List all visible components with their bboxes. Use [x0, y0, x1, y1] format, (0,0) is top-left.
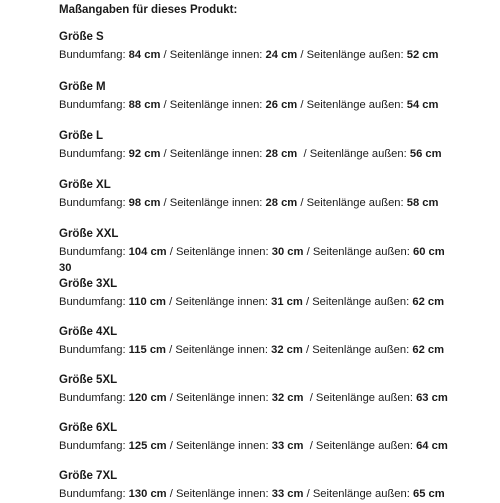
- size-measurements: [59, 46, 495, 64]
- outer-length-value: 56 cm: [409, 148, 442, 160]
- separator: /: [166, 246, 176, 258]
- outer-length-label: Seitenlänge außen:: [312, 344, 413, 356]
- waist-label: Bundumfang:: [59, 392, 129, 404]
- inner-length-label: Seitenlänge innen:: [175, 296, 272, 308]
- outer-length-label: Seitenlänge außen:: [306, 197, 407, 209]
- outer-length-value: 52 cm: [406, 49, 439, 61]
- separator: /: [166, 344, 176, 356]
- size-measurements: [59, 293, 495, 311]
- inner-length-label: Seitenlänge innen:: [175, 344, 272, 356]
- separator: /: [303, 246, 313, 258]
- waist-value: 115 cm: [128, 344, 166, 356]
- size-entry: [59, 28, 495, 64]
- size-name: Größe M: [59, 81, 106, 93]
- separator: /: [166, 440, 176, 452]
- waist-value: 120 cm: [128, 392, 167, 404]
- size-measurements: [59, 437, 495, 455]
- waist-value: 130 cm: [128, 488, 167, 500]
- outer-length-value: 58 cm: [406, 197, 439, 209]
- outer-length-label: Seitenlänge außen:: [309, 148, 410, 160]
- size-entry: [59, 275, 495, 311]
- size-name: Größe S: [59, 31, 104, 43]
- inner-length-value: 33 cm: [271, 440, 307, 452]
- inner-length-label: Seitenlänge innen:: [169, 148, 266, 160]
- outer-length-value: 63 cm: [416, 392, 448, 404]
- separator: /: [160, 197, 170, 209]
- separator: /: [306, 392, 316, 404]
- inner-length-value: 28 cm: [265, 148, 301, 160]
- size-measurements: [59, 243, 495, 261]
- inner-length-label: Seitenlänge innen:: [169, 99, 266, 111]
- size-entry: [59, 78, 495, 114]
- size-name: Größe 3XL: [59, 278, 118, 290]
- size-entry: [59, 467, 495, 503]
- waist-value: 98 cm: [128, 197, 161, 209]
- outer-length-value: 62 cm: [412, 296, 445, 308]
- separator: /: [303, 488, 313, 500]
- separator: /: [306, 440, 316, 452]
- size-measurements: [59, 145, 495, 163]
- separator: /: [160, 49, 170, 61]
- outer-length-value: 65 cm: [412, 488, 445, 500]
- inner-length-value: 30 cm: [271, 246, 304, 258]
- inner-length-value: 33 cm: [271, 488, 304, 500]
- waist-value: 88 cm: [128, 99, 161, 111]
- separator: /: [166, 392, 176, 404]
- separator: /: [302, 344, 313, 356]
- size-name: Größe 5XL: [59, 374, 118, 386]
- outer-length-label: Seitenlänge außen:: [312, 488, 413, 500]
- inner-length-label: Seitenlänge innen:: [169, 197, 266, 209]
- size-name: Größe 4XL: [59, 326, 118, 338]
- waist-value: 110 cm: [128, 296, 166, 308]
- inner-length-value: 28 cm: [265, 197, 298, 209]
- outer-length-label: Seitenlänge außen:: [312, 296, 413, 308]
- outer-length-label: Seitenlänge außen:: [312, 246, 413, 258]
- size-entry: [59, 225, 495, 275]
- wrapped-value: 30: [59, 262, 72, 274]
- inner-length-value: 26 cm: [265, 99, 298, 111]
- inner-length-label: Seitenlänge innen:: [169, 49, 266, 61]
- separator: /: [302, 296, 313, 308]
- size-entry: [59, 176, 495, 212]
- waist-label: Bundumfang:: [59, 440, 129, 452]
- waist-value: 125 cm: [128, 440, 167, 452]
- separator: /: [160, 148, 170, 160]
- outer-length-value: 62 cm: [412, 344, 445, 356]
- outer-length-label: Seitenlänge außen:: [315, 440, 417, 452]
- separator: /: [297, 49, 307, 61]
- outer-length-value: 60 cm: [412, 246, 445, 258]
- outer-length-value: 54 cm: [406, 99, 439, 111]
- size-measurements: [59, 485, 495, 503]
- waist-label: Bundumfang:: [59, 296, 129, 308]
- outer-length-label: Seitenlänge außen:: [306, 99, 407, 111]
- outer-length-label: Seitenlänge außen:: [315, 392, 417, 404]
- size-name: Größe 6XL: [59, 422, 118, 434]
- size-measurements: [59, 194, 495, 212]
- separator: /: [297, 99, 307, 111]
- inner-length-label: Seitenlänge innen:: [175, 246, 272, 258]
- waist-value: 84 cm: [128, 49, 161, 61]
- outer-length-value: 64 cm: [416, 440, 448, 452]
- separator: /: [160, 99, 170, 111]
- size-name: Größe 7XL: [59, 470, 118, 482]
- waist-label: Bundumfang:: [59, 344, 129, 356]
- waist-value: 92 cm: [128, 148, 161, 160]
- size-entry: [59, 323, 495, 359]
- waist-label: Bundumfang:: [59, 49, 129, 61]
- inner-length-value: 32 cm: [271, 344, 303, 356]
- size-name: Größe L: [59, 130, 104, 142]
- outer-length-label: Seitenlänge außen:: [306, 49, 407, 61]
- size-entry: [59, 419, 495, 455]
- waist-label: Bundumfang:: [59, 148, 129, 160]
- size-entry: [59, 371, 495, 407]
- separator: /: [300, 148, 310, 160]
- waist-value: 104 cm: [128, 246, 167, 258]
- size-measurements: [59, 96, 495, 114]
- inner-length-label: Seitenlänge innen:: [175, 392, 272, 404]
- size-name: Größe XL: [59, 179, 111, 191]
- inner-length-label: Seitenlänge innen:: [175, 488, 272, 500]
- separator: /: [166, 488, 176, 500]
- inner-length-value: 24 cm: [265, 49, 298, 61]
- inner-length-label: Seitenlänge innen:: [175, 440, 272, 452]
- separator: /: [166, 296, 176, 308]
- size-measurements: [59, 341, 495, 359]
- waist-label: Bundumfang:: [59, 488, 129, 500]
- size-name: Größe XXL: [59, 228, 119, 240]
- size-measurements: [59, 389, 495, 407]
- document-title: Maßangaben für dieses Produkt:: [59, 4, 238, 16]
- inner-length-value: 32 cm: [271, 392, 307, 404]
- waist-label: Bundumfang:: [59, 246, 129, 258]
- inner-length-value: 31 cm: [271, 296, 303, 308]
- waist-label: Bundumfang:: [59, 197, 129, 209]
- waist-label: Bundumfang:: [59, 99, 129, 111]
- separator: /: [297, 197, 307, 209]
- size-entry: [59, 127, 495, 163]
